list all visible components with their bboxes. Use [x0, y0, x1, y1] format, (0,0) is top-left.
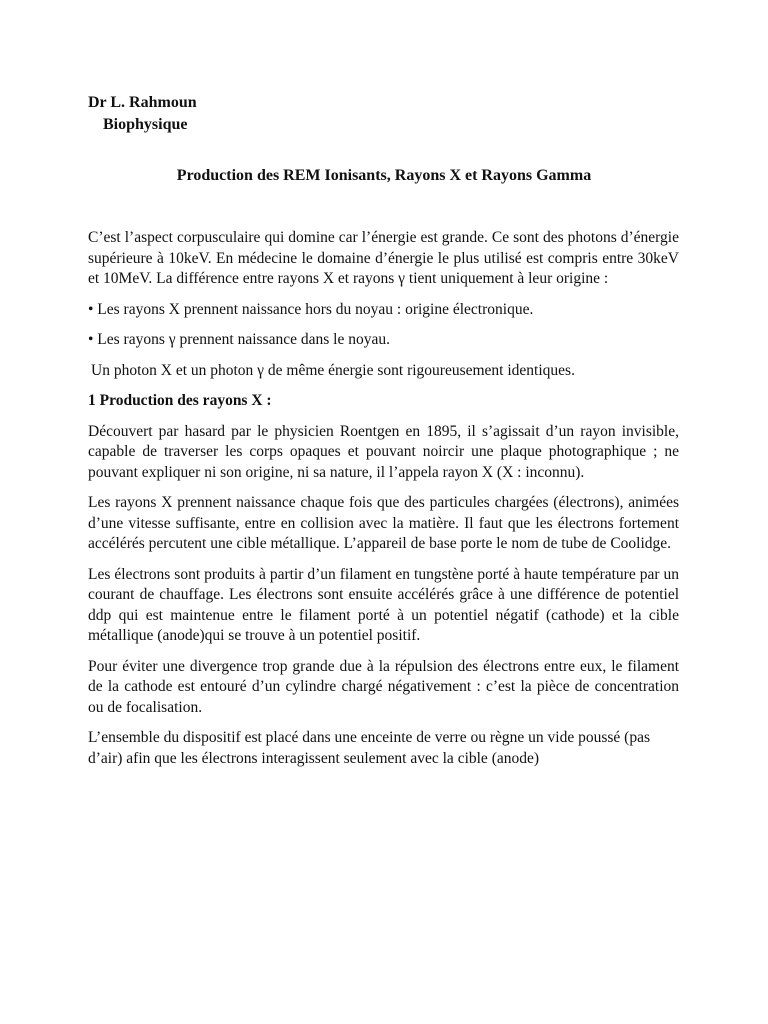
author-block: [88, 92, 197, 136]
bullet-gamma-origin: • Les rayons γ prennent naissance dans le noyau.: [88, 331, 390, 348]
paragraph-filament: Les électrons sont produits à partir d’un filament en tungstène porté à haute température par un courant de chauffage. Les électrons sont ensuite accélérés grâce à une différence de potentiel ddp qui est maintenue entre le filament porté à un potentiel négatif (cathode) et la cible métallique (anode)qui se trouve à un potentiel positif.: [88, 565, 679, 644]
paragraph-collision: Les rayons X prennent naissance chaque fois que des particules chargées (électrons), animées d’une vitesse suffisante, entre en collision avec la matière. Il faut que les électrons fortement accélérés percutent une cible métallique. L’appareil de base porte le nom de tube de Coolidge.: [88, 494, 679, 552]
paragraph-discovery: Découvert par hasard par le physicien Roentgen en 1895, il s’agissait d’un rayon invisible, capable de traverser les corps opaques et pouvant noircir une plaque photographique ; ne pouvant expliquer ni son origine, ni sa nature, il l’appela rayon X (X : inconnu).: [88, 422, 679, 481]
document-title: Production des REM Ionisants, Rayons X et Rayons Gamma: [176, 167, 592, 184]
document-body: [88, 228, 679, 779]
author-name: Dr L. Rahmoun: [88, 94, 197, 111]
identity-note: Un photon X et un photon γ de même énergie sont rigoureusement identiques.: [91, 361, 575, 379]
subject-name: Biophysique: [103, 116, 188, 133]
bullet-xray-origin: • Les rayons X prennent naissance hors du noyau : origine électronique.: [88, 300, 534, 318]
section-heading: 1 Production des rayons X :: [88, 392, 272, 409]
intro-paragraph: C’est l’aspect corpusculaire qui domine car l’énergie est grande. Ce sont des photons d’énergie supérieure à 10keV. En médecine le domaine d’énergie le plus utilisé est compris entre 30keV et 10MeV. La différence entre rayons X et rayons γ tient uniquement à leur origine :: [88, 229, 679, 287]
paragraph-vacuum: L’ensemble du dispositif est placé dans une enceinte de verre ou règne un vide poussé (pas d’air) afin que les électrons interagissent seulement avec la cible (anode): [88, 729, 650, 767]
paragraph-focalisation: Pour éviter une divergence trop grande due à la répulsion des électrons entre eux, le filament de la cathode est entouré d’un cylindre chargé négativement : c’est la pièce de concentration ou de focalisation.: [88, 657, 679, 716]
